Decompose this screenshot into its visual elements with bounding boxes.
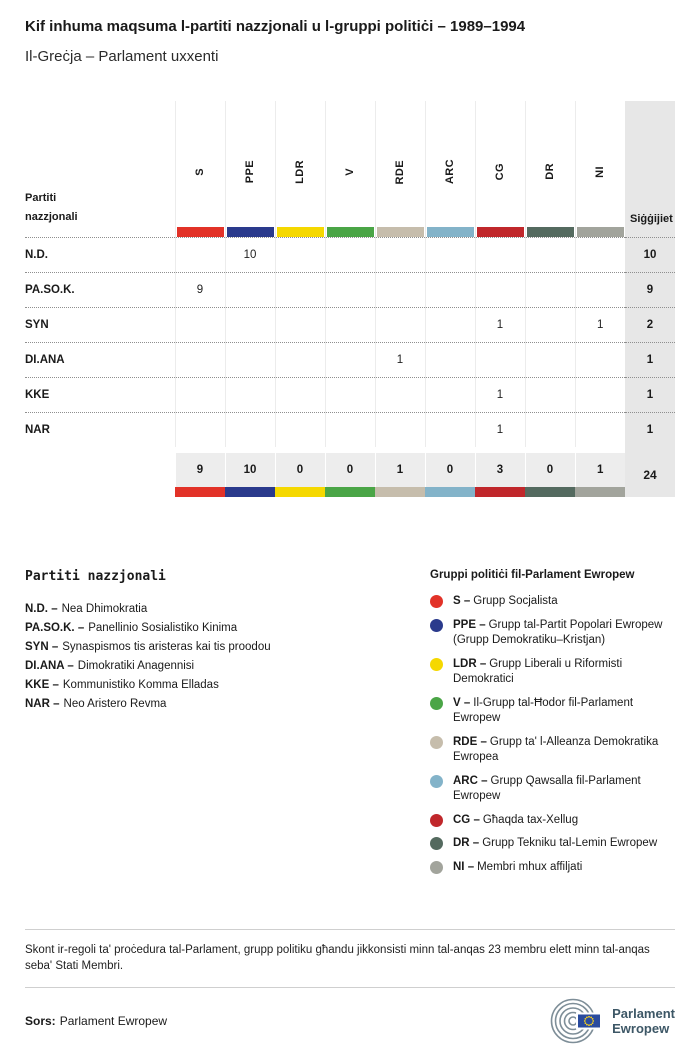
party-name-cell: N.D. (25, 237, 175, 272)
value-cell (275, 412, 325, 447)
total-cell: 0 (425, 453, 475, 487)
value-cell (225, 412, 275, 447)
value-cell (325, 307, 375, 342)
group-color-dot (430, 814, 443, 827)
value-cell (575, 272, 625, 307)
table-row-nar (25, 412, 675, 447)
seats-cell: 1 (625, 377, 675, 412)
column-label: PPE (244, 160, 256, 184)
column-color-bar (425, 487, 475, 497)
legend-group-item: PPE – Grupp tal-Partit Popolari Ewropew (Grupp Demokratiku–Kristjan) (430, 618, 675, 649)
column-header-s (175, 101, 225, 238)
totals-blank-cell (25, 453, 175, 487)
column-header-rde (375, 101, 425, 238)
group-color-dot (430, 658, 443, 671)
value-cell (325, 237, 375, 272)
column-color-bar (277, 227, 324, 237)
seats-cell: 10 (625, 237, 675, 272)
legend-group-item: V – Il-Grupp tal-Ħodor fil-Parlament Ewropew (430, 696, 675, 727)
column-label: NI (594, 165, 607, 178)
party-name-cell: SYN (25, 307, 175, 342)
value-cell (425, 412, 475, 447)
column-label: LDR (294, 159, 306, 184)
seats-header (625, 101, 675, 238)
column-color-bar (325, 487, 375, 497)
value-cell (275, 307, 325, 342)
total-cell: 10 (225, 453, 275, 487)
column-color-bar (427, 227, 474, 237)
footer (25, 998, 675, 1044)
legend-party-item: NAR – Neo Aristero Revma (25, 698, 167, 711)
party-name-cell: NAR (25, 412, 175, 447)
value-cell (575, 412, 625, 447)
legend-political-groups (430, 569, 675, 883)
group-color-dot (430, 697, 443, 710)
group-color-dot (430, 595, 443, 608)
column-header-cg (475, 101, 525, 238)
table-row-nd (25, 237, 675, 272)
value-cell (325, 342, 375, 377)
party-name-cell: KKE (25, 377, 175, 412)
column-color-bar (527, 227, 574, 237)
legend-groups-title: Gruppi politiċi fil-Parlament Ewropew (430, 569, 635, 582)
legend-group-item: NI – Membri mhux affiljati (430, 860, 675, 876)
group-color-dot (430, 861, 443, 874)
bar-blank-cell (25, 487, 175, 497)
footnote: Skont ir-regoli ta' proċedura tal-Parlament, grupp politiku għandu jikkonsisti minn tal-anqas 23 membru elett minn tal-anqas seba' Stati Membri. (25, 929, 675, 988)
value-cell: 1 (375, 342, 425, 377)
value-cell (525, 412, 575, 447)
value-cell: 1 (475, 412, 525, 447)
value-cell (175, 237, 225, 272)
group-color-dot (430, 775, 443, 788)
seats-cell: 2 (625, 307, 675, 342)
legend-party-item: KKE – Kommunistiko Komma Elladas (25, 679, 219, 692)
group-color-dot (430, 619, 443, 632)
seats-cell: 1 (625, 412, 675, 447)
column-label: DR (544, 163, 556, 181)
seats-cell: 9 (625, 272, 675, 307)
total-cell: 0 (275, 453, 325, 487)
value-cell (475, 272, 525, 307)
legend-party-item: N.D. – Nea Dhimokratia (25, 603, 148, 616)
value-cell (475, 342, 525, 377)
column-color-bar (375, 487, 425, 497)
value-cell (375, 272, 425, 307)
value-cell (575, 237, 625, 272)
value-cell (575, 342, 625, 377)
group-color-dot (430, 736, 443, 749)
column-color-bar (475, 487, 525, 497)
value-cell (325, 377, 375, 412)
legend-parties-title: Partiti nazzjonali (25, 569, 166, 585)
column-label: S (194, 167, 206, 176)
total-cell: 3 (475, 453, 525, 487)
value-cell: 1 (475, 307, 525, 342)
value-cell (375, 412, 425, 447)
table-header-row (25, 101, 675, 238)
table-row-kke (25, 377, 675, 412)
party-name-cell: DI.ANA (25, 342, 175, 377)
legend-group-item: RDE – Grupp ta' l-Alleanza Demokratika Ewropea (430, 735, 675, 766)
column-label: V (344, 167, 356, 176)
table-row-syn (25, 307, 675, 342)
value-cell (425, 237, 475, 272)
value-cell (175, 342, 225, 377)
bottom-color-bar-row (25, 487, 675, 497)
source-line (25, 1014, 167, 1028)
seats-header-label: Siġġijiet (630, 212, 673, 225)
value-cell (275, 237, 325, 272)
legend-group-item: CG – Għaqda tax-Xellug (430, 813, 675, 829)
value-cell (275, 272, 325, 307)
value-cell: 1 (575, 307, 625, 342)
value-cell (575, 377, 625, 412)
legend-party-item: SYN – Synaspismos tis aristeras kai tis proodou (25, 641, 271, 654)
legend-party-item: DI.ANA – Dimokratiki Anagennisi (25, 660, 195, 673)
value-cell (275, 342, 325, 377)
legend-group-item: DR – Grupp Tekniku tal-Lemin Ewropew (430, 836, 675, 852)
legend-party-item: PA.SO.K. – Panellinio Sosialistiko Kinima (25, 622, 238, 635)
parliament-logo (550, 998, 675, 1044)
total-cell: 0 (325, 453, 375, 487)
total-cell: 1 (375, 453, 425, 487)
table-row-diana (25, 342, 675, 377)
column-color-bar (327, 227, 374, 237)
corner-header (25, 101, 175, 238)
value-cell: 1 (475, 377, 525, 412)
value-cell (175, 412, 225, 447)
value-cell (325, 412, 375, 447)
column-label: CG (494, 163, 506, 181)
value-cell (225, 307, 275, 342)
source-value: Parlament Ewropew (59, 1014, 168, 1029)
total-cell: 1 (575, 453, 625, 487)
value-cell (425, 272, 475, 307)
value-cell (525, 342, 575, 377)
column-header-dr (525, 101, 575, 238)
value-cell (525, 237, 575, 272)
column-color-bar (575, 487, 625, 497)
total-cell: 9 (175, 453, 225, 487)
legend-national-parties (25, 569, 415, 883)
seats-cell: 1 (625, 342, 675, 377)
value-cell (425, 377, 475, 412)
column-label: ARC (444, 159, 456, 185)
page-subtitle: Il-Greċja – Parlament uxxenti (25, 47, 219, 65)
value-cell: 9 (175, 272, 225, 307)
column-header-arc (425, 101, 475, 238)
value-cell (225, 272, 275, 307)
column-header-ni (575, 101, 625, 238)
column-header-ppe (225, 101, 275, 238)
column-header-ldr (275, 101, 325, 238)
value-cell (525, 307, 575, 342)
ep-logo-icon (550, 998, 604, 1044)
legend-section (25, 569, 675, 883)
column-color-bar (377, 227, 424, 237)
column-color-bar (225, 487, 275, 497)
party-group-matrix-table (25, 101, 675, 498)
value-cell (425, 307, 475, 342)
column-color-bar (525, 487, 575, 497)
column-color-bar (577, 227, 625, 237)
totals-row (25, 453, 675, 487)
column-color-bar (275, 487, 325, 497)
total-seats-cell: 24 (625, 453, 675, 497)
column-color-bar (227, 227, 274, 237)
value-cell (375, 237, 425, 272)
table-row-pasok (25, 272, 675, 307)
value-cell (375, 307, 425, 342)
group-color-dot (430, 837, 443, 850)
party-name-cell: PA.SO.K. (25, 272, 175, 307)
column-color-bar (477, 227, 524, 237)
value-cell (525, 272, 575, 307)
logo-wordmark: Parlament Ewropew (612, 1005, 675, 1037)
column-color-bar (177, 227, 224, 237)
column-color-bar (175, 487, 225, 497)
value-cell (225, 342, 275, 377)
legend-group-item: ARC – Grupp Qawsalla fil-Parlament Ewropew (430, 774, 675, 805)
value-cell: 10 (225, 237, 275, 272)
column-header-v (325, 101, 375, 238)
value-cell (225, 377, 275, 412)
value-cell (175, 377, 225, 412)
value-cell (425, 342, 475, 377)
column-label: RDE (394, 159, 406, 184)
value-cell (375, 377, 425, 412)
source-label: Sors: (25, 1014, 56, 1029)
value-cell (275, 377, 325, 412)
corner-label: Partiti nazzjonali (25, 192, 78, 224)
legend-group-item: LDR – Grupp Liberali u Riformisti Demokratici (430, 657, 675, 688)
value-cell (475, 237, 525, 272)
page-title: Kif inhuma maqsuma l-partiti nazzjonali u l-gruppi politiċi – 1989–1994 (25, 18, 526, 35)
value-cell (525, 377, 575, 412)
value-cell (325, 272, 375, 307)
legend-group-item: S – Grupp Socjalista (430, 594, 675, 610)
value-cell (175, 307, 225, 342)
total-cell: 0 (525, 453, 575, 487)
